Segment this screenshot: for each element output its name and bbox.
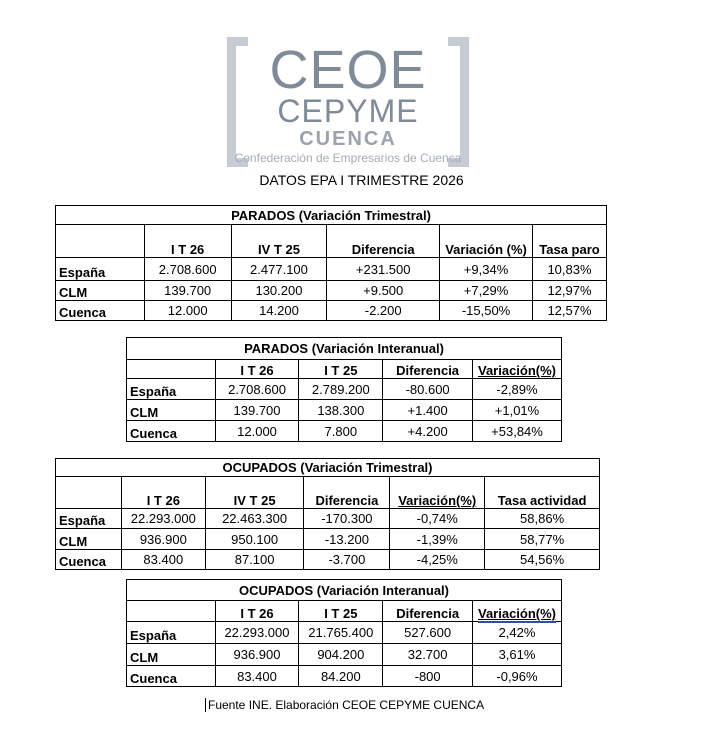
table-row bbox=[56, 258, 607, 281]
table-cell: 84.200 bbox=[299, 666, 383, 687]
header-cell: I T 26 bbox=[215, 601, 299, 622]
header-cell: Diferencia bbox=[304, 477, 390, 509]
table-cell: 138.300 bbox=[299, 400, 383, 421]
table-cell: 87.100 bbox=[205, 550, 304, 570]
table-row bbox=[127, 400, 562, 421]
table-cell: 527.600 bbox=[383, 622, 473, 644]
header-cell bbox=[127, 360, 216, 379]
header-text: Variación(%) bbox=[477, 606, 557, 621]
table-cell: 10,83% bbox=[533, 258, 607, 281]
header-cell bbox=[127, 601, 216, 622]
header-cell: IV T 25 bbox=[205, 477, 304, 509]
row-label: Cuenca bbox=[56, 301, 145, 321]
header-cell: IV T 25 bbox=[231, 225, 327, 258]
table-cell: 3,61% bbox=[473, 644, 562, 666]
table-cell: 7.800 bbox=[299, 421, 383, 442]
table-caption: PARADOS (Variación Trimestral) bbox=[56, 206, 607, 225]
table-cell: -170.300 bbox=[304, 509, 390, 529]
table-cell: 2.708.600 bbox=[144, 258, 231, 281]
table-caption: OCUPADOS (Variación Trimestral) bbox=[56, 459, 600, 477]
table-row bbox=[127, 379, 562, 400]
table-cell: 139.700 bbox=[144, 281, 231, 301]
table-cell: +1.400 bbox=[383, 400, 473, 421]
table-cell: -15,50% bbox=[440, 301, 533, 321]
row-label: CLM bbox=[56, 529, 122, 550]
table-cell: 12.000 bbox=[144, 301, 231, 321]
header-cell: I T 26 bbox=[144, 225, 231, 258]
table-cell: 58,86% bbox=[485, 509, 600, 529]
header-cell: Diferencia bbox=[383, 360, 473, 379]
table-cell: -2.200 bbox=[327, 301, 440, 321]
row-label: Cuenca bbox=[56, 550, 122, 570]
table-row bbox=[56, 509, 600, 529]
header-cell: Variación(%) bbox=[473, 360, 562, 379]
table-cell: 14.200 bbox=[231, 301, 327, 321]
table-row bbox=[127, 421, 562, 442]
table-cell: 83.400 bbox=[121, 550, 205, 570]
table-row bbox=[127, 644, 562, 666]
table-cell: -1,39% bbox=[390, 529, 485, 550]
row-label: España bbox=[56, 509, 122, 529]
logo-line-cuenca: CUENCA bbox=[299, 128, 397, 150]
row-label: España bbox=[56, 258, 145, 281]
row-label: Cuenca bbox=[127, 421, 216, 442]
header-cell: Diferencia bbox=[383, 601, 473, 622]
table-cell: 12,57% bbox=[533, 301, 607, 321]
source-footer: Fuente INE. Elaboración CEOE CEPYME CUENCA bbox=[205, 698, 484, 712]
header-cell: Variación(%) bbox=[390, 477, 485, 509]
parados-interanual-table bbox=[126, 337, 562, 442]
logo-line-cepyme: CEPYME bbox=[277, 93, 419, 129]
logo-line-ceoe: CEOE bbox=[269, 40, 427, 100]
table-cell: 32.700 bbox=[383, 644, 473, 666]
table-cell: 58,77% bbox=[485, 529, 600, 550]
header-cell: Tasa actividad bbox=[485, 477, 600, 509]
ocupados-interanual-table bbox=[126, 579, 562, 687]
row-label: CLM bbox=[56, 281, 145, 301]
table-caption: PARADOS (Variación Interanual) bbox=[127, 338, 562, 360]
table-cell: 54,56% bbox=[485, 550, 600, 570]
table-cell: 2,42% bbox=[473, 622, 562, 644]
table-cell: 130.200 bbox=[231, 281, 327, 301]
table-cell: +7,29% bbox=[440, 281, 533, 301]
table-cell: -2,89% bbox=[473, 379, 562, 400]
row-label: CLM bbox=[127, 644, 216, 666]
table-cell: -13.200 bbox=[304, 529, 390, 550]
header-cell: Diferencia bbox=[327, 225, 440, 258]
header-cell bbox=[56, 225, 145, 258]
table-row bbox=[127, 622, 562, 644]
table-cell: 22.293.000 bbox=[215, 622, 299, 644]
table-cell: +53,84% bbox=[473, 421, 562, 442]
row-label: España bbox=[127, 379, 216, 400]
ceoe-cepyme-cuenca-logo bbox=[227, 37, 469, 165]
table-cell: +9.500 bbox=[327, 281, 440, 301]
table-caption: OCUPADOS (Variación Interanual) bbox=[127, 580, 562, 601]
table-cell: 83.400 bbox=[215, 666, 299, 687]
table-cell: +1,01% bbox=[473, 400, 562, 421]
header-cell bbox=[56, 477, 122, 509]
table-cell: 950.100 bbox=[205, 529, 304, 550]
header-cell: I T 25 bbox=[299, 360, 383, 379]
table-cell: 12,97% bbox=[533, 281, 607, 301]
table-cell: 936.900 bbox=[121, 529, 205, 550]
page-title: DATOS EPA I TRIMESTRE 2026 bbox=[259, 172, 464, 188]
table-row bbox=[56, 550, 600, 570]
table-cell: 22.293.000 bbox=[121, 509, 205, 529]
table-cell: -80.600 bbox=[383, 379, 473, 400]
ocupados-trimestral-table bbox=[55, 458, 600, 570]
table-row bbox=[56, 281, 607, 301]
table-row bbox=[56, 301, 607, 321]
table-cell: +4.200 bbox=[383, 421, 473, 442]
table-cell: 22.463.300 bbox=[205, 509, 304, 529]
table-cell: 12.000 bbox=[215, 421, 299, 442]
table-cell: 936.900 bbox=[215, 644, 299, 666]
header-cell: Variación (%) bbox=[440, 225, 533, 258]
table-row bbox=[56, 529, 600, 550]
table-cell: -3.700 bbox=[304, 550, 390, 570]
table-cell: +231.500 bbox=[327, 258, 440, 281]
table-cell: -4,25% bbox=[390, 550, 485, 570]
header-cell bbox=[473, 601, 562, 622]
table-cell: 139.700 bbox=[215, 400, 299, 421]
header-cell: Tasa paro bbox=[533, 225, 607, 258]
table-cell: +9,34% bbox=[440, 258, 533, 281]
table-cell: -800 bbox=[383, 666, 473, 687]
header-cell: I T 26 bbox=[121, 477, 205, 509]
header-cell: I T 26 bbox=[215, 360, 299, 379]
table-cell: -0,74% bbox=[390, 509, 485, 529]
parados-trimestral-table bbox=[55, 205, 607, 321]
logo-tagline: Confederación de Empresarios de Cuenca bbox=[234, 151, 462, 165]
header-cell: I T 25 bbox=[299, 601, 383, 622]
row-label: CLM bbox=[127, 400, 216, 421]
row-label: Cuenca bbox=[127, 666, 216, 687]
table-row bbox=[127, 666, 562, 687]
row-label: España bbox=[127, 622, 216, 644]
table-cell: 2.708.600 bbox=[215, 379, 299, 400]
table-cell: -0,96% bbox=[473, 666, 562, 687]
table-cell: 21.765.400 bbox=[299, 622, 383, 644]
table-cell: 904.200 bbox=[299, 644, 383, 666]
table-cell: 2.789.200 bbox=[299, 379, 383, 400]
table-cell: 2.477.100 bbox=[231, 258, 327, 281]
